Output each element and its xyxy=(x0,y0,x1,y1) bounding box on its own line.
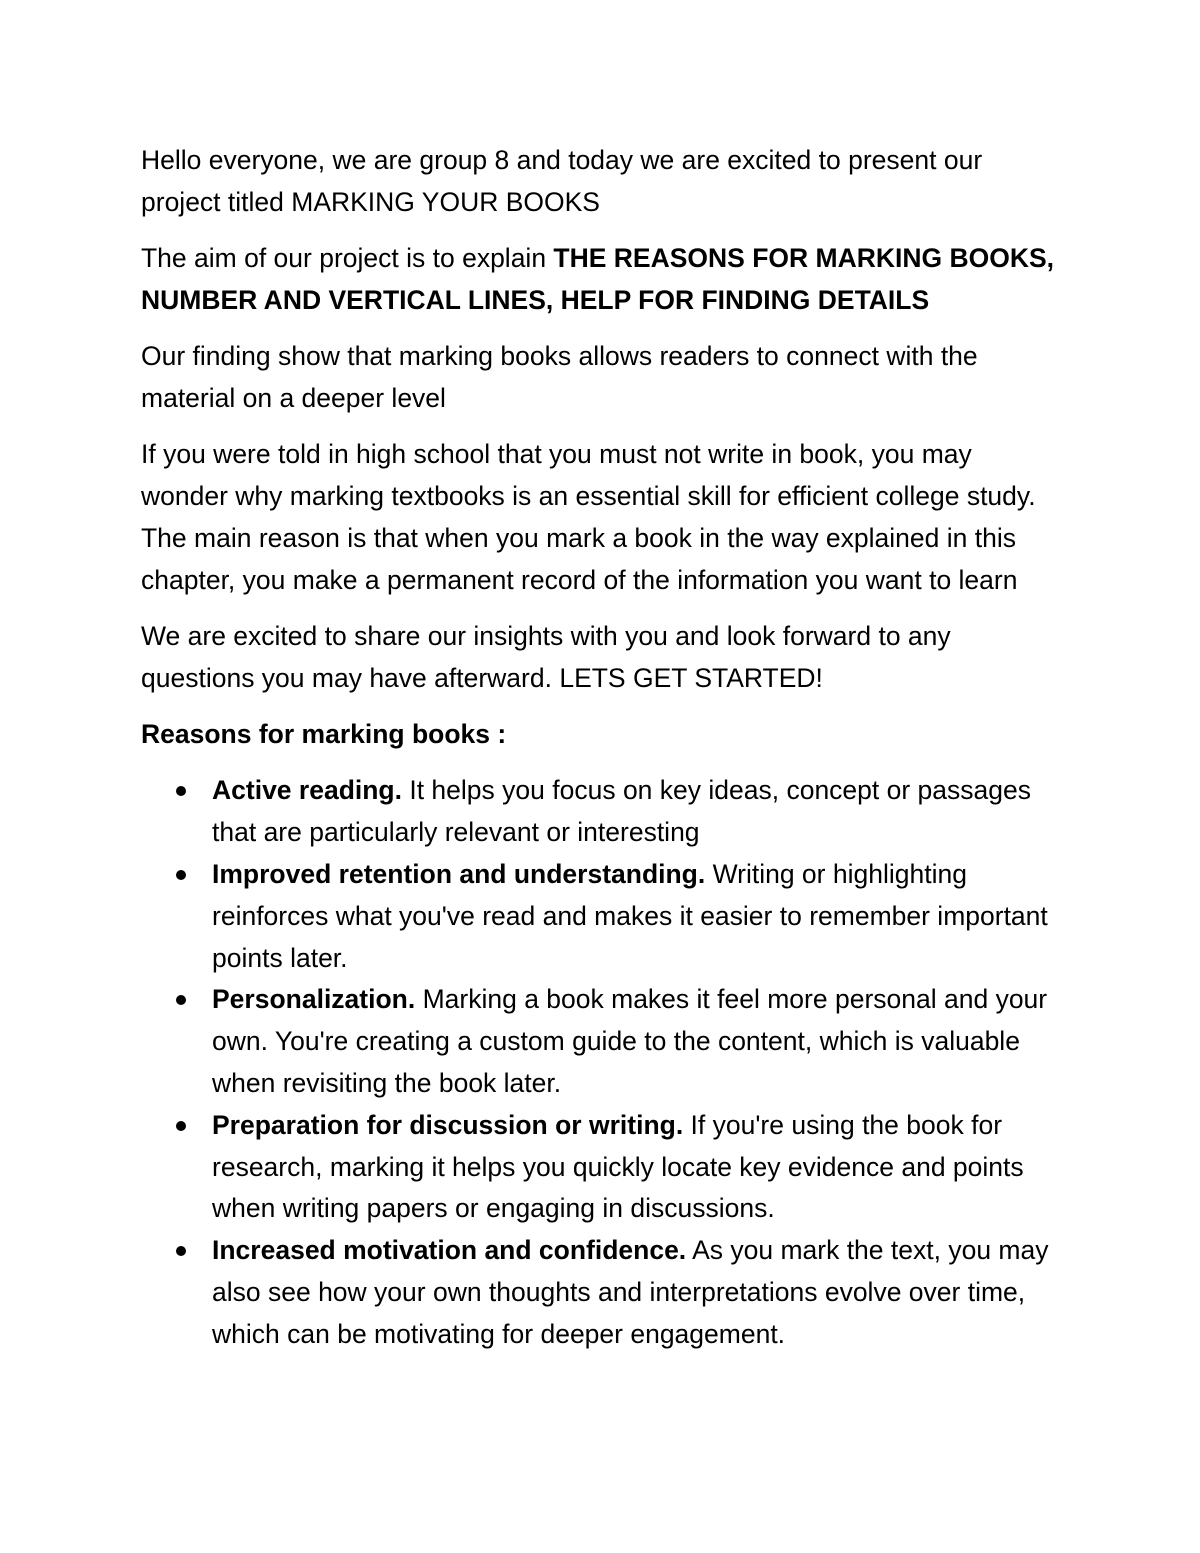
bullet-icon xyxy=(176,1121,186,1131)
reason-text: Marking a book makes it feel more personal and your own. You're creating a custom guide to the content, which is valuable when revisiting the book later. xyxy=(212,984,1048,1098)
reason-title: Improved retention and understanding. xyxy=(212,858,706,889)
reason-text: It helps you focus on key ideas, concept or passages that are particularly relevant or interesting xyxy=(212,775,1031,848)
bullet-icon xyxy=(176,995,186,1005)
bullet-icon xyxy=(176,870,186,880)
finding-paragraph: Our finding show that marking books allows readers to connect with the material on a deeper level xyxy=(141,341,978,413)
reason-text: If you're using the book for research, marking it helps you quickly locate key evidence and points when writing papers or engaging in discussions. xyxy=(212,1109,1024,1224)
reason-title: Preparation for discussion or writing. xyxy=(212,1109,684,1140)
aim-prefix: The aim of our project is to explain xyxy=(141,243,554,274)
reason-item-personalization xyxy=(141,979,1066,1104)
bullet-icon xyxy=(176,786,186,796)
reason-item-retention xyxy=(141,854,1066,979)
reasons-list xyxy=(141,770,1066,1355)
intro-paragraph: Hello everyone, we are group 8 and today we are excited to present our project titled MARKING YOUR BOOKS xyxy=(141,145,983,217)
aim-topics: THE REASONS FOR MARKING BOOKS, NUMBER AND VERTICAL LINES, HELP FOR FINDING DETAILS xyxy=(141,243,1054,315)
reason-item-motivation xyxy=(141,1230,1066,1355)
reason-item-active-reading xyxy=(141,770,1066,854)
reason-text: As you mark the text, you may also see how your own thoughts and interpretations evolve over time, which can be motivating for deeper engagement. xyxy=(212,1235,1049,1349)
reasons-heading: Reasons for marking books : xyxy=(141,719,507,750)
bullet-icon xyxy=(176,1246,186,1256)
closing-paragraph: We are excited to share our insights with you and look forward to any questions you may have afterward. LETS GET STARTED! xyxy=(141,620,951,693)
reason-title: Active reading. xyxy=(212,775,402,806)
document-page xyxy=(141,140,1066,1356)
reason-title: Personalization. xyxy=(212,984,416,1015)
high-school-paragraph: If you were told in high school that you must not write in book, you may wonder why marking textbooks is an essential skill for efficient college study. The main reason is that when you mark a book in the way explained in this chapter, you make a permanent record of the information you want to learn xyxy=(141,439,1036,595)
reason-item-preparation xyxy=(141,1105,1066,1230)
reason-text: Writing or highlighting reinforces what you've read and makes it easier to remember important points later. xyxy=(212,858,1048,973)
aim-paragraph xyxy=(141,238,1066,322)
reason-title: Increased motivation and confidence. xyxy=(212,1235,687,1266)
